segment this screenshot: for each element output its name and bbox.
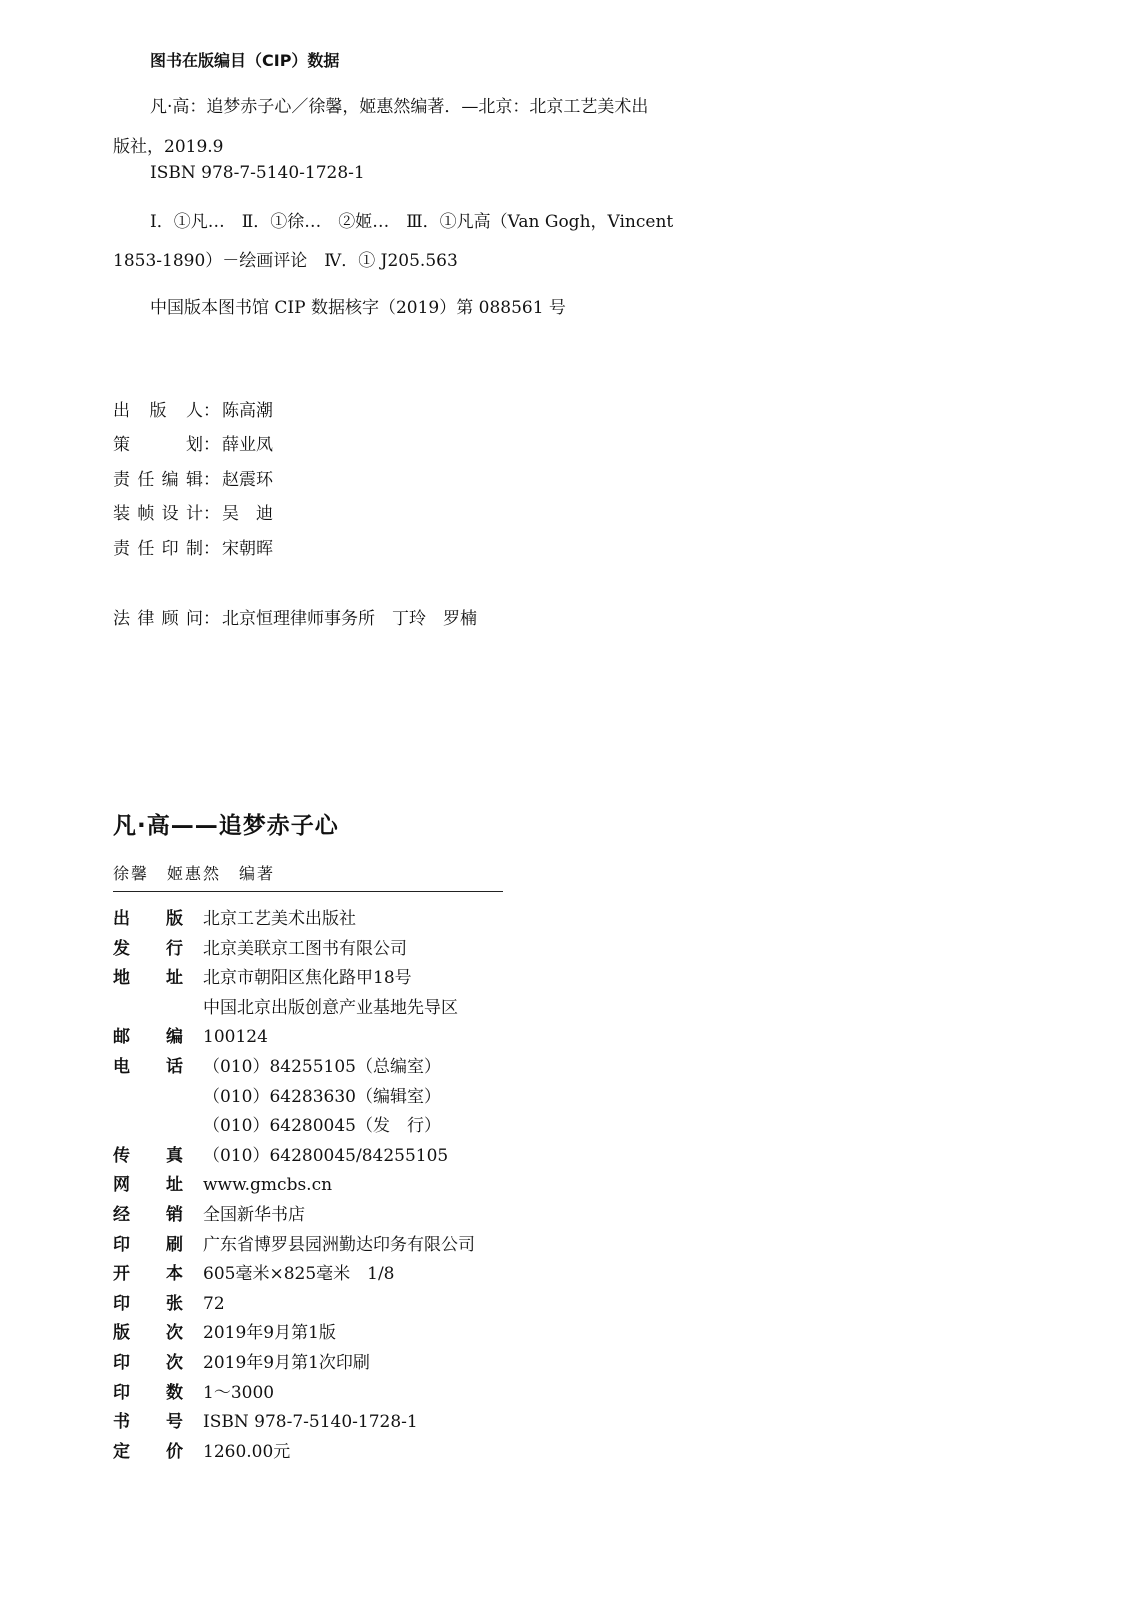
spec-key-char: 印 xyxy=(113,1352,130,1373)
staff-row: 责任印制： 宋朝晖 xyxy=(113,534,273,559)
spec-value: 72 xyxy=(203,1293,225,1314)
spec-key-char: 地 xyxy=(113,968,130,989)
spec-value: ISBN 978-7-5140-1728-1 xyxy=(203,1412,418,1433)
spec-value: 全国新华书店 xyxy=(203,1204,305,1225)
staff-row: 策划： 薛业凤 xyxy=(113,430,273,455)
spec-key-char: 版 xyxy=(166,909,183,929)
spec-key-char: 号 xyxy=(166,1412,183,1433)
staff-row: 责任编辑： 赵震环 xyxy=(113,465,273,490)
spec-key-char: 印 xyxy=(113,1382,130,1403)
cip-approval-number: 中国版本图书馆 CIP 数据核字（2019）第 088561 号 xyxy=(150,298,566,318)
spec-key-char: 价 xyxy=(166,1441,183,1462)
cip-record-line: 凡·高：追梦赤子心／徐馨，姬惠然编著．—北京：北京工艺美术出 xyxy=(150,97,649,117)
spec-key-char: 本 xyxy=(166,1264,183,1285)
spec-key-char: 刷 xyxy=(166,1234,183,1255)
spec-key-char: 发 xyxy=(113,938,130,959)
spec-value: 广东省博罗县园洲勤达印务有限公司 xyxy=(203,1234,475,1255)
spec-value: 100124 xyxy=(203,1027,268,1048)
spec-value: （010）64280045（发 行） xyxy=(203,1116,441,1137)
staff-name: 宋朝晖 xyxy=(222,539,273,559)
divider xyxy=(113,891,503,892)
spec-key-char: 行 xyxy=(166,938,183,959)
spec-key-char: 次 xyxy=(166,1352,183,1373)
spec-key-char: 版 xyxy=(113,1323,130,1344)
spec-value: 中国北京出版创意产业基地先导区 xyxy=(203,997,458,1018)
staff-name: 赵震环 xyxy=(222,470,273,490)
cip-isbn: ISBN 978-7-5140-1728-1 xyxy=(150,163,365,183)
spec-value: 2019年9月第1版 xyxy=(203,1323,336,1344)
staff-role: 出版人 xyxy=(113,401,203,421)
spec-value: 2019年9月第1次印刷 xyxy=(203,1352,370,1373)
spec-value: 605毫米×825毫米 1/8 xyxy=(203,1264,395,1285)
staff-name: 吴 迪 xyxy=(222,504,273,524)
cip-classification-line: 1853-1890）－绘画评论 Ⅳ．① J205.563 xyxy=(113,251,458,271)
staff-row: 装帧设计： 吴 迪 xyxy=(113,499,273,524)
spec-key-char: 址 xyxy=(166,968,183,989)
staff-row: 出版人： 陈高潮 xyxy=(113,396,273,421)
staff-name: 陈高潮 xyxy=(222,401,273,421)
legal-advisor-row: 法律顾问： 北京恒理律师事务所 丁玲 罗楠 xyxy=(113,604,477,629)
staff-name: 薛业凤 xyxy=(222,435,273,455)
spec-key-char: 邮 xyxy=(113,1027,130,1048)
staff-role: 装帧设计 xyxy=(113,504,203,524)
spec-key-char: 印 xyxy=(113,1234,130,1255)
spec-value: 北京市朝阳区焦化路甲18号 xyxy=(203,968,412,989)
spec-key-char: 编 xyxy=(166,1027,183,1048)
spec-key-char: 定 xyxy=(113,1441,130,1462)
book-authors: 徐馨 姬惠然 编著 xyxy=(113,864,276,883)
spec-key-char: 址 xyxy=(166,1175,183,1196)
staff-role: 责任编辑 xyxy=(113,470,203,490)
spec-value: 北京美联京工图书有限公司 xyxy=(203,938,407,959)
legal-name: 北京恒理律师事务所 丁玲 罗楠 xyxy=(222,609,477,629)
spec-value: （010）84255105（总编室） xyxy=(203,1056,441,1077)
spec-key-char: 开 xyxy=(113,1264,130,1285)
spec-key-char: 印 xyxy=(113,1293,130,1314)
spec-key-char: 出 xyxy=(113,909,130,929)
cip-classification-line: Ⅰ．①凡… Ⅱ．①徐… ②姬… Ⅲ．①凡高（Van Gogh，Vincent xyxy=(150,212,674,232)
spec-key-char: 话 xyxy=(166,1056,183,1077)
spec-value: 1～3000 xyxy=(203,1382,275,1403)
spec-key-char: 次 xyxy=(166,1323,183,1344)
spec-value: 1260.00元 xyxy=(203,1441,291,1462)
spec-key-char: 传 xyxy=(113,1145,130,1166)
spec-key-char: 张 xyxy=(166,1293,183,1314)
spec-value: www.gmcbs.cn xyxy=(203,1175,333,1196)
spec-key-char: 经 xyxy=(113,1204,130,1225)
spec-key-char: 数 xyxy=(166,1382,183,1403)
spec-key-char: 电 xyxy=(113,1056,130,1077)
spec-key-char: 网 xyxy=(113,1175,130,1196)
spec-value: （010）64280045/84255105 xyxy=(203,1145,449,1166)
cip-record-line: 版社，2019.9 xyxy=(113,137,224,157)
spec-key-char: 真 xyxy=(166,1145,183,1166)
spec-value: （010）64283630（编辑室） xyxy=(203,1086,441,1107)
spec-key-char: 书 xyxy=(113,1412,130,1433)
spec-value: 北京工艺美术出版社 xyxy=(203,909,356,929)
book-title: 凡·高——追梦赤子心 xyxy=(113,813,339,839)
spec-key-char: 销 xyxy=(166,1204,183,1225)
staff-role: 责任印制 xyxy=(113,539,203,559)
legal-role: 法律顾问 xyxy=(113,609,203,629)
staff-role: 策划 xyxy=(113,435,203,455)
cip-heading: 图书在版编目（CIP）数据 xyxy=(150,51,340,70)
